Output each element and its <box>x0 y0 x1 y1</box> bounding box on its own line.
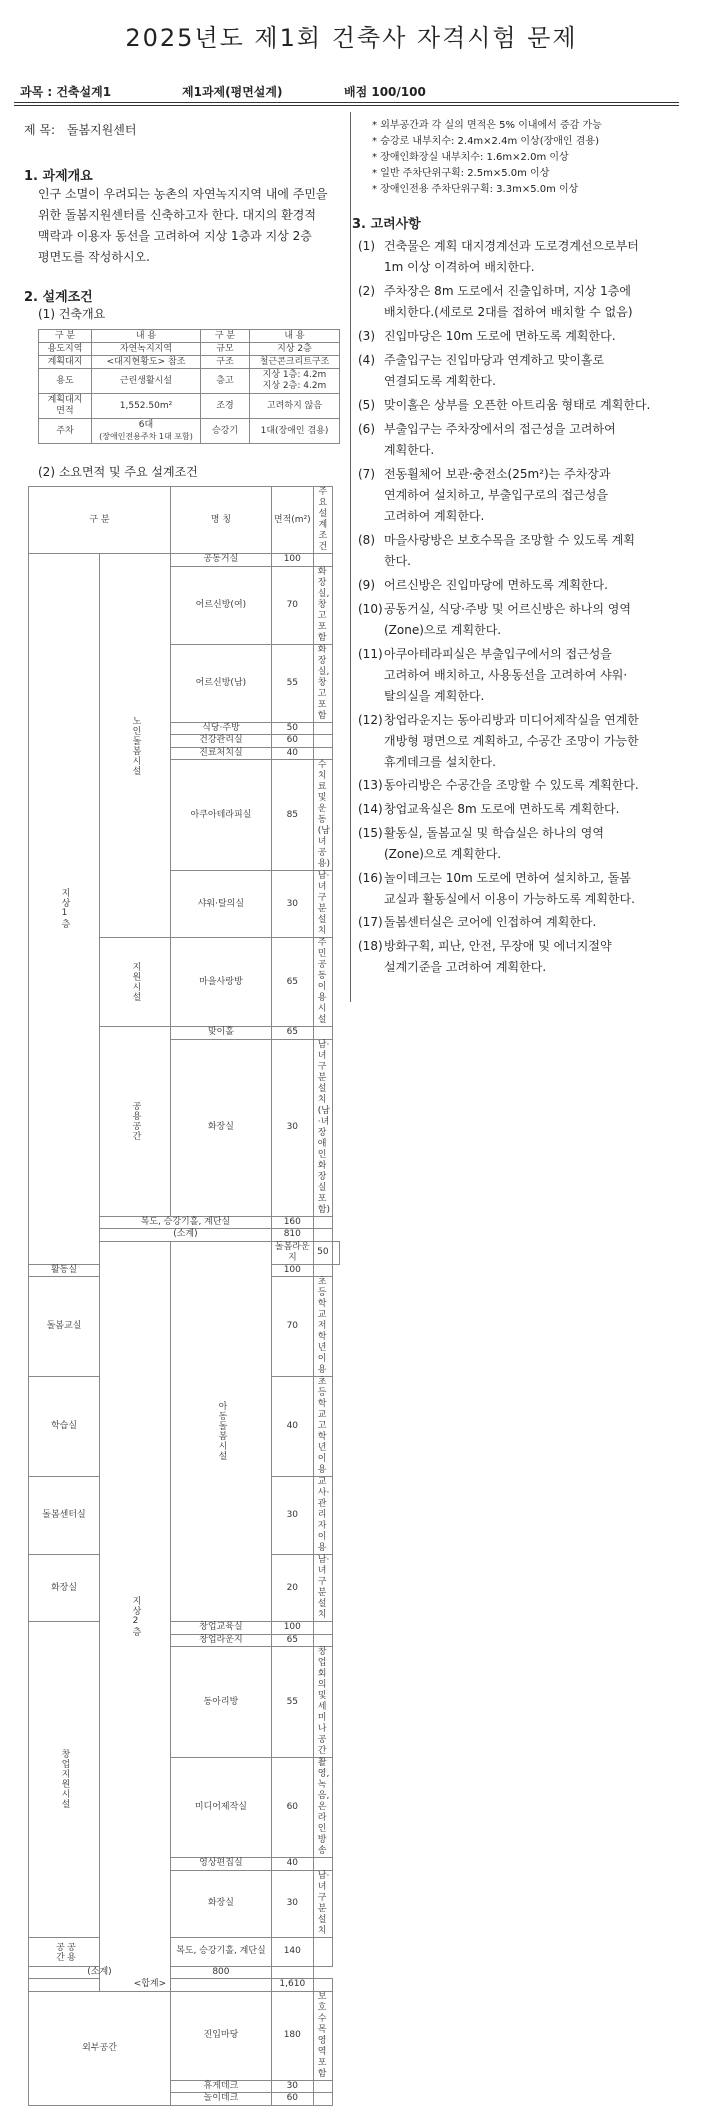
table-header: 내 용 <box>250 330 340 343</box>
consideration-text <box>384 823 680 865</box>
consideration-text <box>384 912 680 933</box>
consideration-text <box>384 710 680 773</box>
room-area: 100 <box>271 1264 313 1277</box>
consideration-line: 탈의실을 계획한다. <box>384 689 485 703</box>
note-bullet: * 일반 주차단위구획: 2.5m×5.0m 이상 <box>372 168 550 179</box>
floor-label: 지상2층 <box>100 1241 171 1991</box>
notes-list <box>372 118 602 198</box>
room-note <box>313 1858 332 1871</box>
project-label: 제 목: <box>24 123 56 137</box>
table-row <box>29 554 340 567</box>
consideration-line: 어르신방은 진입마당에 면하도록 계획한다. <box>384 578 608 592</box>
room-name: 화장실 <box>171 1039 272 1216</box>
table-cell: 근린생활시설 <box>92 369 201 394</box>
consideration-number: (15) <box>358 826 383 840</box>
room-area: 20 <box>271 1555 313 1622</box>
table-cell <box>39 394 92 419</box>
room-name: 활동실 <box>29 1264 100 1277</box>
consideration-line: 설계기준을 고려하여 계획한다. <box>384 960 547 974</box>
consideration-number: (6) <box>358 422 375 436</box>
table-header-row <box>39 330 340 343</box>
table-row <box>39 356 340 369</box>
task-label: 제1과제(평면설계) <box>182 85 283 99</box>
floor-label: 지상1층 <box>29 554 100 1265</box>
cell-line: 지상 1층: 4.2m <box>262 370 327 380</box>
room-area: 70 <box>271 566 313 644</box>
room-note <box>313 1216 332 1229</box>
consideration-number: (11) <box>358 647 383 661</box>
room-note <box>313 1027 332 1040</box>
consideration-text <box>384 464 680 527</box>
section1-body <box>38 184 328 268</box>
table-header: 명 칭 <box>171 487 272 554</box>
room-note <box>313 2080 332 2093</box>
room-area: 40 <box>271 1377 313 1477</box>
consideration-text <box>384 419 680 461</box>
room-note: 촬영, 녹음, 온라인 방송 <box>313 1758 332 1858</box>
table-cell: 지상 2층 <box>250 343 340 356</box>
room-name: 맞이홀 <box>171 1027 272 1040</box>
table-cell <box>250 369 340 394</box>
consideration-line: 마을사랑방은 보호수목을 조망할 수 있도록 계획 <box>384 533 635 547</box>
consideration-line: 주차장은 8m 도로에서 진출입하며, 지상 1층에 <box>384 284 631 298</box>
room-name: 아쿠아테라피실 <box>171 760 272 871</box>
cell-line: 지상 2층: 4.2m <box>262 381 327 391</box>
room-name: 식당·주방 <box>171 722 272 735</box>
consideration-line: 활동실, 돌봄교실 및 학습실은 하나의 영역 <box>384 826 604 840</box>
room-note: 교사·관리자 이용 <box>313 1477 332 1555</box>
consideration-text <box>384 236 680 278</box>
room-name: 학습실 <box>29 1377 100 1477</box>
table-cell: 조경 <box>201 394 250 419</box>
consideration-line: 맞이홀은 상부를 오픈한 아트리움 형태로 계획한다. <box>384 398 651 412</box>
cell-line: 6대 <box>138 420 154 430</box>
consideration-line: 전동휠체어 보관·충전소(25m²)는 주차장과 <box>384 467 611 481</box>
room-note <box>313 1979 332 1992</box>
room-note <box>313 1622 332 1635</box>
table-cell: 고려하지 않음 <box>250 394 340 419</box>
consideration-number: (1) <box>358 239 375 253</box>
room-note: 남·녀 구분 설치 <box>313 1870 332 1937</box>
room-note <box>313 722 332 735</box>
consideration-text <box>384 395 680 416</box>
consideration-text <box>384 350 680 392</box>
room-note <box>333 1241 340 1264</box>
table-row <box>39 343 340 356</box>
room-name: 창업라운지 <box>171 1634 272 1647</box>
consideration-line: 계획한다. <box>384 443 435 457</box>
room-area: 30 <box>271 1039 313 1216</box>
table-header: 구 분 <box>39 330 92 343</box>
table-header: 구 분 <box>201 330 250 343</box>
room-area: 70 <box>271 1277 313 1377</box>
room-area: 60 <box>271 735 313 748</box>
room-note <box>313 1634 332 1647</box>
table-header: 면적(m²) <box>271 487 313 554</box>
consideration-line: 고려하여 배치하고, 사용동선을 고려하여 샤워· <box>384 668 628 682</box>
consideration-line: 개방형 평면으로 계획하고, 수공간 조망이 가능한 <box>384 734 639 748</box>
room-note <box>271 1966 313 1979</box>
group-label: 창업지원시설 <box>29 1622 100 1938</box>
room-note <box>313 554 332 567</box>
table-row <box>29 1991 340 2080</box>
consideration-line: 연결되도록 계획한다. <box>384 374 496 388</box>
consideration-line: 건축물은 계획 대지경계선과 도로경계선으로부터 <box>384 239 639 253</box>
group-label: 공용공간 <box>29 1937 100 1966</box>
room-note <box>313 747 332 760</box>
room-area: 65 <box>271 1634 313 1647</box>
consideration-text <box>384 799 680 820</box>
table-cell <box>92 419 201 444</box>
room-name: 마을사랑방 <box>171 938 272 1027</box>
consideration-number: (9) <box>358 578 375 592</box>
room-area: 55 <box>271 644 313 722</box>
project-name: 돌봄지원센터 <box>66 123 137 137</box>
room-area: 30 <box>271 1477 313 1555</box>
room-area: 30 <box>271 871 313 938</box>
table-row <box>29 1937 340 1966</box>
consideration-line: 돌봄센터실은 코어에 인접하여 계획한다. <box>384 915 597 929</box>
column-divider <box>350 112 351 1002</box>
table-row <box>39 394 340 419</box>
section1-line: 인구 소멸이 우려되는 농촌의 자연녹지지역 내에 주민을 <box>38 187 328 201</box>
room-area: 140 <box>271 1937 313 1966</box>
consideration-number: (10) <box>358 602 383 616</box>
table-header-row <box>29 487 340 554</box>
consideration-line: 공동거실, 식당·주방 및 어르신방은 하나의 영역 <box>384 602 631 616</box>
section1-heading: 1. 과제개요 <box>24 169 93 184</box>
room-area: 100 <box>271 1622 313 1635</box>
consideration-line: 진입마당은 10m 도로에 면하도록 계획한다. <box>384 329 616 343</box>
room-area: 40 <box>271 747 313 760</box>
room-name: 돌봄라운지 <box>271 1241 313 1264</box>
room-area: 60 <box>271 2093 313 2106</box>
room-note: 남·녀 구분 설치 <box>313 871 332 938</box>
consideration-number: (14) <box>358 802 383 816</box>
consideration-number: (8) <box>358 533 375 547</box>
room-note: 화장실, 창고 포함 <box>313 644 332 722</box>
consideration-text <box>384 281 680 323</box>
consideration-line: 방화구획, 피난, 안전, 무장애 및 에너지절약 <box>384 939 612 953</box>
consideration-number: (18) <box>358 939 383 953</box>
consideration-number: (7) <box>358 467 375 481</box>
outdoor-label: 외부공간 <box>29 1991 171 2105</box>
consideration-number: (3) <box>358 329 375 343</box>
room-area: 65 <box>271 938 313 1027</box>
room-note <box>313 1229 332 1242</box>
room-area: 100 <box>271 554 313 567</box>
subtotal-label: (소계) <box>29 1966 171 1979</box>
note-bullet: * 승강로 내부치수: 2.4m×2.4m 이상(장애인 겸용) <box>372 136 599 147</box>
room-name: 돌봄센터실 <box>29 1477 100 1555</box>
section1-line: 위한 돌봄지원센터를 신축하고자 한다. 대지의 환경적 <box>38 208 316 222</box>
group-label: 지원시설 <box>100 938 171 1027</box>
header-rule-2 <box>14 105 679 106</box>
consideration-text <box>384 575 680 596</box>
room-name: 샤워·탈의실 <box>171 871 272 938</box>
consideration-line: (Zone)으로 계획한다. <box>384 847 502 861</box>
room-name: 공동거실 <box>171 554 272 567</box>
room-note <box>313 1264 332 1277</box>
section1-line: 맥락과 이용자 동선을 고려하여 지상 1층과 지상 2층 <box>38 229 312 243</box>
total-value: 1,610 <box>271 1979 313 1992</box>
table-cell: 1대(장애인 겸용) <box>250 419 340 444</box>
table-row <box>39 369 340 394</box>
consideration-line: 연계하여 설치하고, 부출입구로의 접근성을 <box>384 488 608 502</box>
note-bullet: * 장애인화장실 내부치수: 1.6m×2.0m 이상 <box>372 152 569 163</box>
consideration-text <box>384 326 680 347</box>
room-note: 창업회의 및 세미나 공간 <box>313 1647 332 1758</box>
header-rule <box>14 102 679 103</box>
room-name: 돌봄교실 <box>29 1277 100 1377</box>
table-header: 주요 설계조건 <box>313 487 332 554</box>
table-cell: 용도 <box>39 369 92 394</box>
consideration-number: (17) <box>358 915 383 929</box>
room-note: 초등학교 저학년 이용 <box>313 1277 332 1377</box>
consideration-text <box>384 868 680 910</box>
consideration-number: (5) <box>358 398 375 412</box>
consideration-line: 동아리방은 수공간을 조망할 수 있도록 계획한다. <box>384 778 639 792</box>
room-area: 40 <box>271 1858 313 1871</box>
consideration-line: 배치한다.(세로로 2대를 접하여 배치할 수 없음) <box>384 305 633 319</box>
group-label: 공용공간 <box>100 1027 171 1217</box>
room-name: 동아리방 <box>171 1647 272 1758</box>
room-name: 복도, 승강기홀, 계단실 <box>171 1937 272 1966</box>
table-cell: 승강기 <box>201 419 250 444</box>
consideration-text <box>384 644 680 707</box>
consideration-line: 창업교육실은 8m 도로에 면하도록 계획한다. <box>384 802 620 816</box>
consideration-number: (2) <box>358 284 375 298</box>
consideration-number: (13) <box>358 778 383 792</box>
room-area: 50 <box>271 722 313 735</box>
table-cell: 자연녹지지역 <box>92 343 201 356</box>
table-cell: 용도지역 <box>39 343 92 356</box>
table-cell: 계획대지 <box>39 356 92 369</box>
room-area: 50 <box>313 1241 332 1264</box>
total-label: <합계> <box>29 1979 272 1992</box>
consideration-number: (12) <box>358 713 383 727</box>
consideration-number: (4) <box>358 353 375 367</box>
room-note <box>313 735 332 748</box>
room-area: 180 <box>271 1991 313 2080</box>
consideration-number: (16) <box>358 871 383 885</box>
room-note <box>313 1937 332 1966</box>
area-requirements-table <box>28 486 340 2106</box>
room-name: 미디어제작실 <box>171 1758 272 1858</box>
section2-sub1: (1) 건축개요 <box>38 307 106 321</box>
room-note: 화장실, 창고 포함 <box>313 566 332 644</box>
room-note: 주민 공동이용시설 <box>313 938 332 1027</box>
cell-line: (장애인전용주차 1대 포함) <box>99 432 193 441</box>
table-header: 내 용 <box>92 330 201 343</box>
table-cell: 주차 <box>39 419 92 444</box>
section1-line: 평면도를 작성하시오. <box>38 250 150 264</box>
room-note: 초등학교 고학년 이용 <box>313 1377 332 1477</box>
total-row <box>29 1979 340 1992</box>
table-cell: 철근콘크리트구조 <box>250 356 340 369</box>
section2-heading: 2. 설계조건 <box>24 290 93 305</box>
room-area: 65 <box>271 1027 313 1040</box>
table-cell: 층고 <box>201 369 250 394</box>
table-header: 구 분 <box>29 487 171 554</box>
table-row <box>29 1966 340 1979</box>
room-name: 영상편집실 <box>171 1858 272 1871</box>
exam-title: 2025년도 제1회 건축사 자격시험 문제 <box>125 24 578 52</box>
room-name: 복도, 승강기홀, 계단실 <box>100 1216 272 1229</box>
room-area: 30 <box>271 2080 313 2093</box>
room-note: 보호수목 영역 포함 <box>313 1991 332 2080</box>
consideration-line: 교실과 활동실에서 이용이 가능하도록 계획한다. <box>384 892 635 906</box>
score-label: 배점 100/100 <box>344 85 426 99</box>
consideration-line: 고려하여 계획한다. <box>384 509 485 523</box>
consideration-line: 아쿠아테라피실은 부출입구에서의 접근성을 <box>384 647 612 661</box>
room-name: 휴게데크 <box>171 2080 272 2093</box>
table-cell: 구조 <box>201 356 250 369</box>
room-name: 건강관리실 <box>171 735 272 748</box>
room-name: 어르신방(남) <box>171 644 272 722</box>
consideration-line: 휴게데크를 설치한다. <box>384 755 496 769</box>
cell-line: 면적 <box>56 406 74 416</box>
consideration-line: (Zone)으로 계획한다. <box>384 623 502 637</box>
consideration-text <box>384 599 680 641</box>
consideration-line: 놀이데크는 10m 도로에 면하여 설치하고, 돌봄 <box>384 871 631 885</box>
consideration-text <box>384 530 680 572</box>
section3-heading: 3. 고려사항 <box>352 217 421 232</box>
building-overview-table <box>38 329 340 444</box>
table-row <box>39 419 340 444</box>
room-name: 진입마당 <box>171 1991 272 2080</box>
note-line: 남·녀 구분 설치 <box>317 1039 330 1105</box>
consideration-text <box>384 775 680 796</box>
consideration-line: 부출입구는 주차장에서의 접근성을 고려하여 <box>384 422 616 436</box>
consideration-line: 한다. <box>384 554 411 568</box>
consideration-line: 창업라운지는 동아리방과 미디어제작실을 연계한 <box>384 713 639 727</box>
table-row <box>29 1622 340 1635</box>
note-bullet: * 외부공간과 각 실의 면적은 5% 이내에서 증감 가능 <box>372 120 602 131</box>
room-area: 55 <box>271 1647 313 1758</box>
note-bullet: * 장애인전용 주차단위구획: 3.3m×5.0m 이상 <box>372 184 579 195</box>
room-area: 160 <box>271 1216 313 1229</box>
subject-label: 과목 : 건축설계1 <box>20 85 112 99</box>
room-area: 60 <box>271 1758 313 1858</box>
subtotal-value: 810 <box>271 1229 313 1242</box>
room-name: 창업교육실 <box>171 1622 272 1635</box>
subtotal-label: (소계) <box>100 1229 272 1242</box>
group-label: 노인돌봄시설 <box>100 554 171 938</box>
group-label: 아동돌봄시설 <box>171 1241 272 1622</box>
room-name: 놀이데크 <box>171 2093 272 2106</box>
note-line: (남·녀 장애인화장실 포함) <box>317 1105 330 1215</box>
consideration-text <box>384 936 680 978</box>
room-note <box>313 2093 332 2106</box>
room-note: 남·녀 구분 설치 <box>313 1555 332 1622</box>
table-cell: 1,552.50m² <box>92 394 201 419</box>
room-name: 화장실 <box>171 1870 272 1937</box>
consideration-line: 주출입구는 진입마당과 연계하고 맞이홀로 <box>384 353 605 367</box>
room-name: 진료처치실 <box>171 747 272 760</box>
room-name: 화장실 <box>29 1555 100 1622</box>
cell-line: 계획대지 <box>47 395 83 405</box>
table-cell: 규모 <box>201 343 250 356</box>
project-title <box>24 120 136 141</box>
section2-sub2: (2) 소요면적 및 주요 설계조건 <box>38 465 198 479</box>
room-area: 85 <box>271 760 313 871</box>
table-cell: <대지현황도> 참조 <box>92 356 201 369</box>
room-area: 30 <box>271 1870 313 1937</box>
subtotal-value: 800 <box>171 1966 272 1979</box>
room-name: 어르신방(여) <box>171 566 272 644</box>
consideration-line: 1m 이상 이격하여 배치한다. <box>384 260 535 274</box>
room-note: 수치료 및 운동(남녀 공용) <box>313 760 332 871</box>
room-note <box>313 1039 332 1216</box>
